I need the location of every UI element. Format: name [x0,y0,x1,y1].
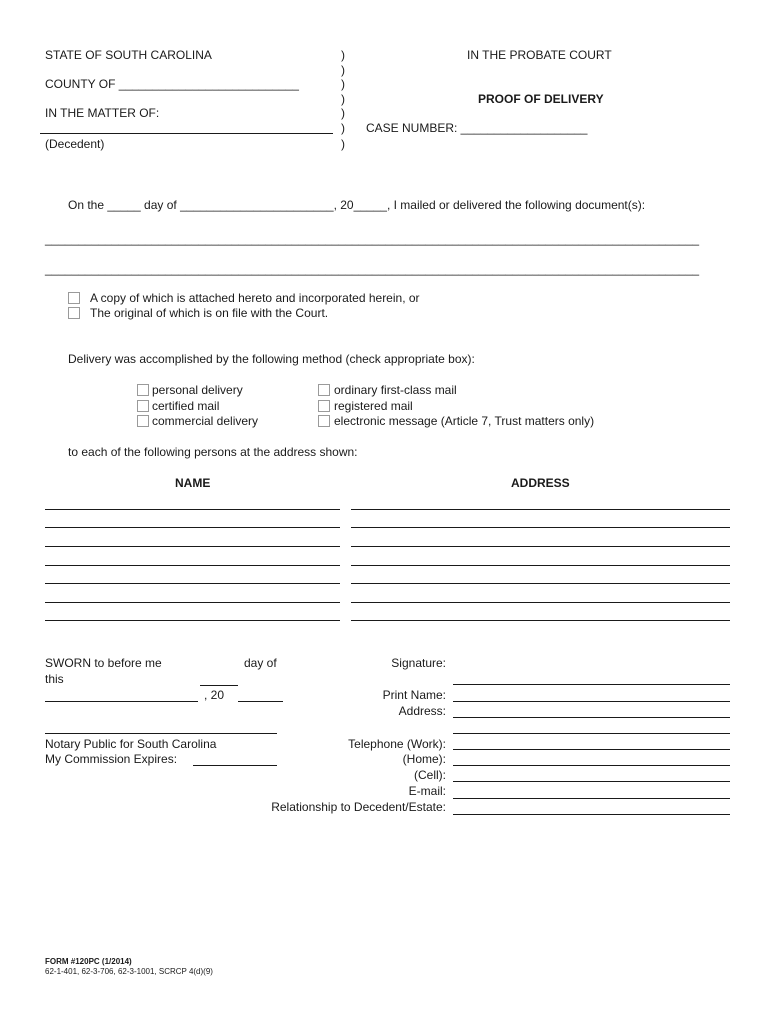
email-line[interactable] [453,798,730,799]
paren: ) [341,92,345,106]
statute-citations: 62-1-401, 62-3-706, 62-3-1001, SCRCP 4(d)(9) [45,967,213,976]
name-line[interactable] [45,527,340,528]
paren: ) [341,137,345,151]
attached-option-label: A copy of which is attached hereto and incorporated herein, or [90,291,420,305]
decedent-name-line[interactable] [40,133,333,134]
attached-checkbox[interactable] [68,292,80,304]
address-line[interactable] [351,602,730,603]
mailing-statement[interactable]: On the _____ day of _______________________, 20_____, I mailed or delivered the following document(s): [68,198,646,212]
document-line[interactable]: __________________________________________________________________________________________________ [45,262,700,276]
commission-label: My Commission Expires: [45,752,178,766]
print-name-line[interactable] [453,701,730,702]
name-line[interactable] [45,509,340,510]
address-line[interactable] [351,546,730,547]
telephone-work-label: Telephone (Work): [348,737,446,751]
notary-label: Notary Public for South Carolina [45,737,217,751]
first-class-mail-checkbox[interactable] [318,384,330,396]
personal-delivery-checkbox[interactable] [137,384,149,396]
address-line[interactable] [351,527,730,528]
sworn-label: SWORN to before me [45,656,162,670]
name-line[interactable] [45,602,340,603]
delivery-intro: Delivery was accomplished by the following method (check appropriate box): [68,352,475,366]
address-line[interactable] [351,565,730,566]
day-of-label: day of [244,656,277,670]
matter-of-label: IN THE MATTER OF: [45,106,160,120]
form-id: FORM #120PC (1/2014) [45,957,132,966]
paren: ) [341,77,345,91]
telephone-home-label: (Home): [402,752,446,766]
commercial-delivery-checkbox[interactable] [137,415,149,427]
telephone-home-line[interactable] [453,765,730,766]
address-line[interactable] [351,509,730,510]
document-line[interactable]: __________________________________________________________________________________________________ [45,232,700,246]
registered-mail-checkbox[interactable] [318,400,330,412]
county-field[interactable]: COUNTY OF ___________________________ [45,77,299,91]
commercial-delivery-label: commercial delivery [152,414,259,428]
email-label: E-mail: [408,784,446,798]
day-line[interactable] [200,685,238,686]
signature-line[interactable] [453,684,730,685]
cell-label: (Cell): [414,768,446,782]
certified-mail-checkbox[interactable] [137,400,149,412]
address-line-2[interactable] [453,733,730,734]
address-line-1[interactable] [453,717,730,718]
electronic-message-label: electronic message (Article 7, Trust matters only) [334,414,595,428]
electronic-message-checkbox[interactable] [318,415,330,427]
cell-line[interactable] [453,781,730,782]
decedent-label: (Decedent) [45,137,105,151]
relationship-line[interactable] [453,814,730,815]
address-label: Address: [398,704,446,718]
notary-signature-line[interactable] [45,733,277,734]
signature-label: Signature: [391,656,446,670]
certified-mail-label: certified mail [152,399,220,413]
name-column-header: NAME [175,476,211,490]
address-line[interactable] [351,620,730,621]
print-name-label: Print Name: [382,688,446,702]
address-column-header: ADDRESS [511,476,570,490]
address-line[interactable] [351,583,730,584]
telephone-work-line[interactable] [453,749,730,750]
case-number-field[interactable]: CASE NUMBER: ___________________ [366,121,588,135]
persons-intro: to each of the following persons at the address shown: [68,445,358,459]
form-title: PROOF OF DELIVERY [478,92,604,106]
state-label: STATE OF SOUTH CAROLINA [45,48,212,62]
relationship-label: Relationship to Decedent/Estate: [271,800,446,814]
paren: ) [341,63,345,77]
on-file-checkbox[interactable] [68,307,80,319]
name-line[interactable] [45,583,340,584]
paren: ) [341,121,345,135]
month-line[interactable] [45,701,198,702]
paren: ) [341,106,345,120]
registered-mail-label: registered mail [334,399,413,413]
this-label: this [45,672,64,686]
name-line[interactable] [45,620,340,621]
year-label: , 20 [204,688,225,702]
personal-delivery-label: personal delivery [152,383,243,397]
name-line[interactable] [45,546,340,547]
name-line[interactable] [45,565,340,566]
paren: ) [341,48,345,62]
on-file-option-label: The original of which is on file with the Court. [90,306,329,320]
first-class-mail-label: ordinary first-class mail [334,383,457,397]
court-label: IN THE PROBATE COURT [467,48,612,62]
